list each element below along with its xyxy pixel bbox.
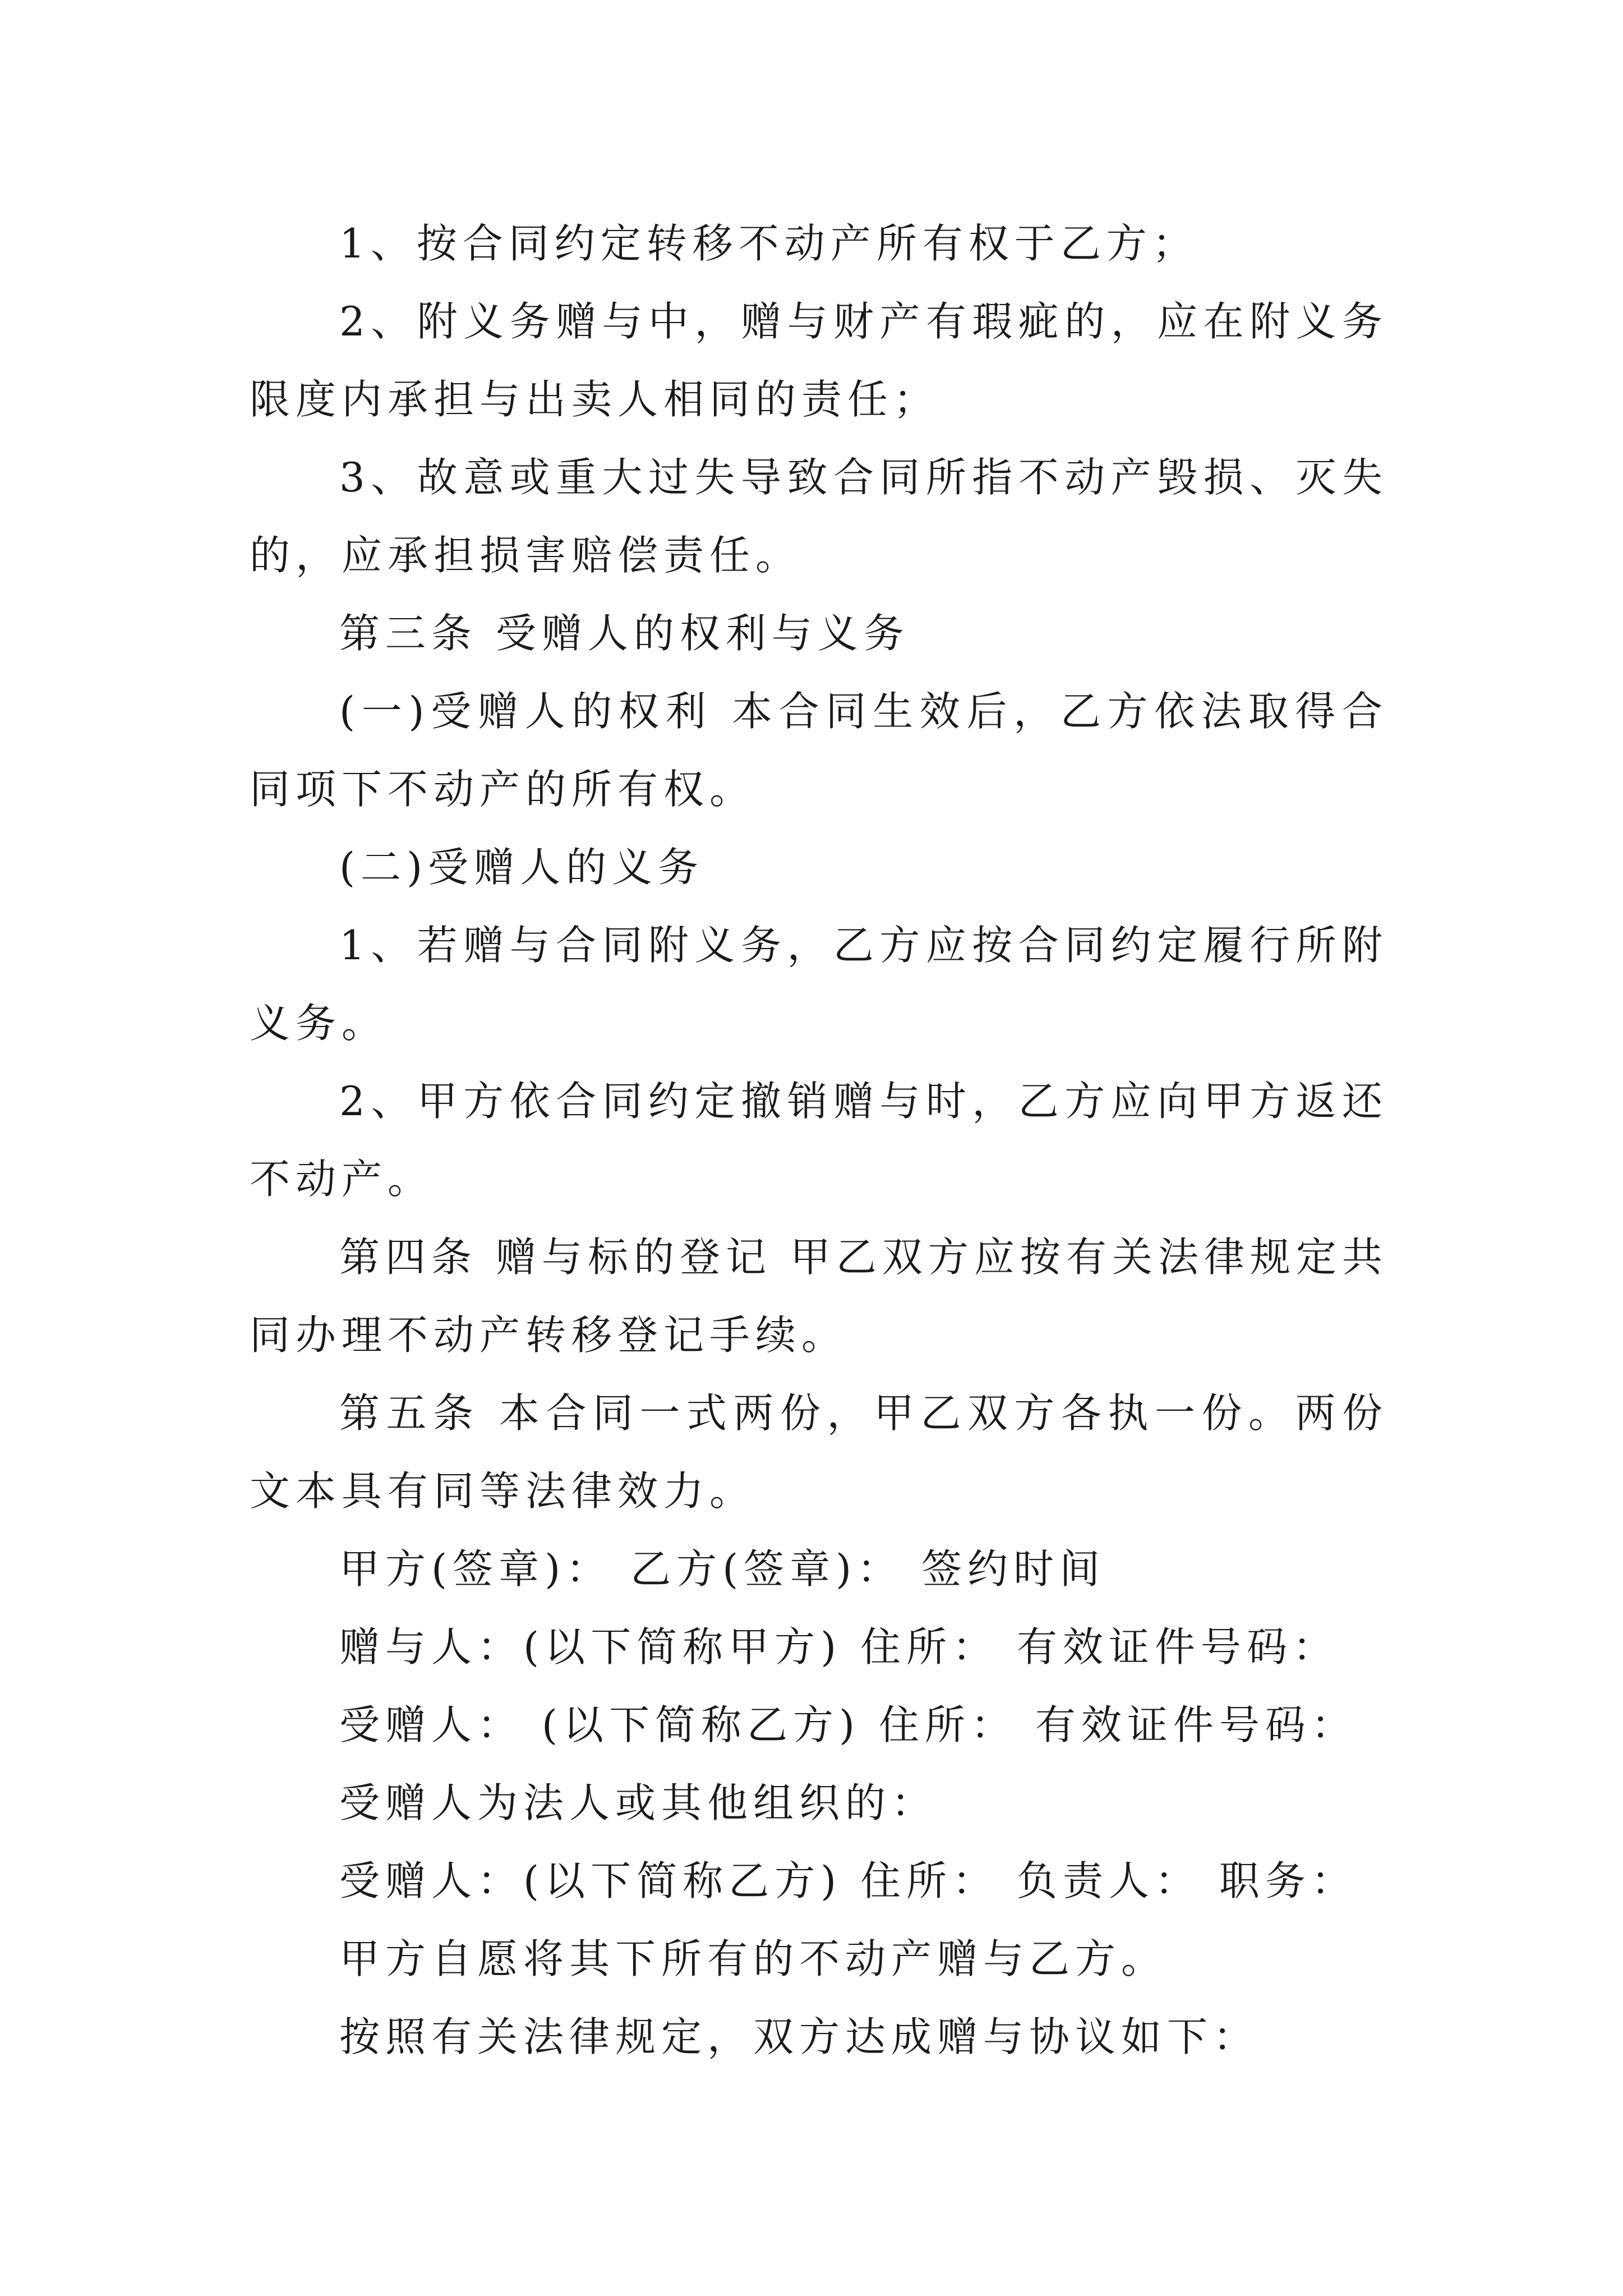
clause-item-defect-liability: 2、附义务赠与中，赠与财产有瑕疵的，应在附义务限度内承担与出卖人相同的责任；	[250, 298, 1388, 423]
donee-organization-note: 受赠人为法人或其他组织的：	[339, 1779, 938, 1826]
clause-item-transfer: 1、按合同约定转移不动产所有权于乙方；	[339, 220, 1198, 267]
article-five: 第五条 本合同一式两份，甲乙双方各执一份。两份文本具有同等法律效力。	[250, 1389, 1388, 1515]
donor-info-line: 赠与人：(以下简称甲方) 住所： 有效证件号码：	[339, 1623, 1339, 1671]
voluntary-donation-statement: 甲方自愿将其下所有的不动产赠与乙方。	[339, 1935, 1168, 1982]
document-body	[250, 205, 1388, 2076]
article-four: 第四条 赠与标的登记 甲乙双方应按有关法律规定共同办理不动产转移登记手续。	[250, 1234, 1388, 1359]
donee-obligation-1: 1、若赠与合同附义务，乙方应按合同约定履行所附义务。	[250, 922, 1388, 1047]
donee-organization-info-line: 受赠人：(以下简称乙方) 住所： 负责人： 职务：	[339, 1857, 1357, 1904]
agreement-intro: 按照有关法律规定，双方达成赠与协议如下：	[339, 2013, 1260, 2060]
donee-obligations-heading: (二)受赠人的义务	[339, 844, 704, 891]
article-three-heading: 第三条 受赠人的权利与义务	[339, 610, 910, 657]
donee-obligation-2: 2、甲方依合同约定撤销赠与时，乙方应向甲方返还不动产。	[250, 1078, 1388, 1203]
donee-rights: (一)受赠人的权利 本合同生效后，乙方依法取得合同项下不动产的所有权。	[250, 688, 1388, 813]
donee-info-line: 受赠人： (以下简称乙方) 住所： 有效证件号码：	[339, 1701, 1357, 1749]
signature-line: 甲方(签章)： 乙方(签章)： 签约时间	[339, 1545, 1106, 1593]
clause-item-damage-liability: 3、故意或重大过失导致合同所指不动产毁损、灭失的，应承担损害赔偿责任。	[250, 454, 1388, 579]
